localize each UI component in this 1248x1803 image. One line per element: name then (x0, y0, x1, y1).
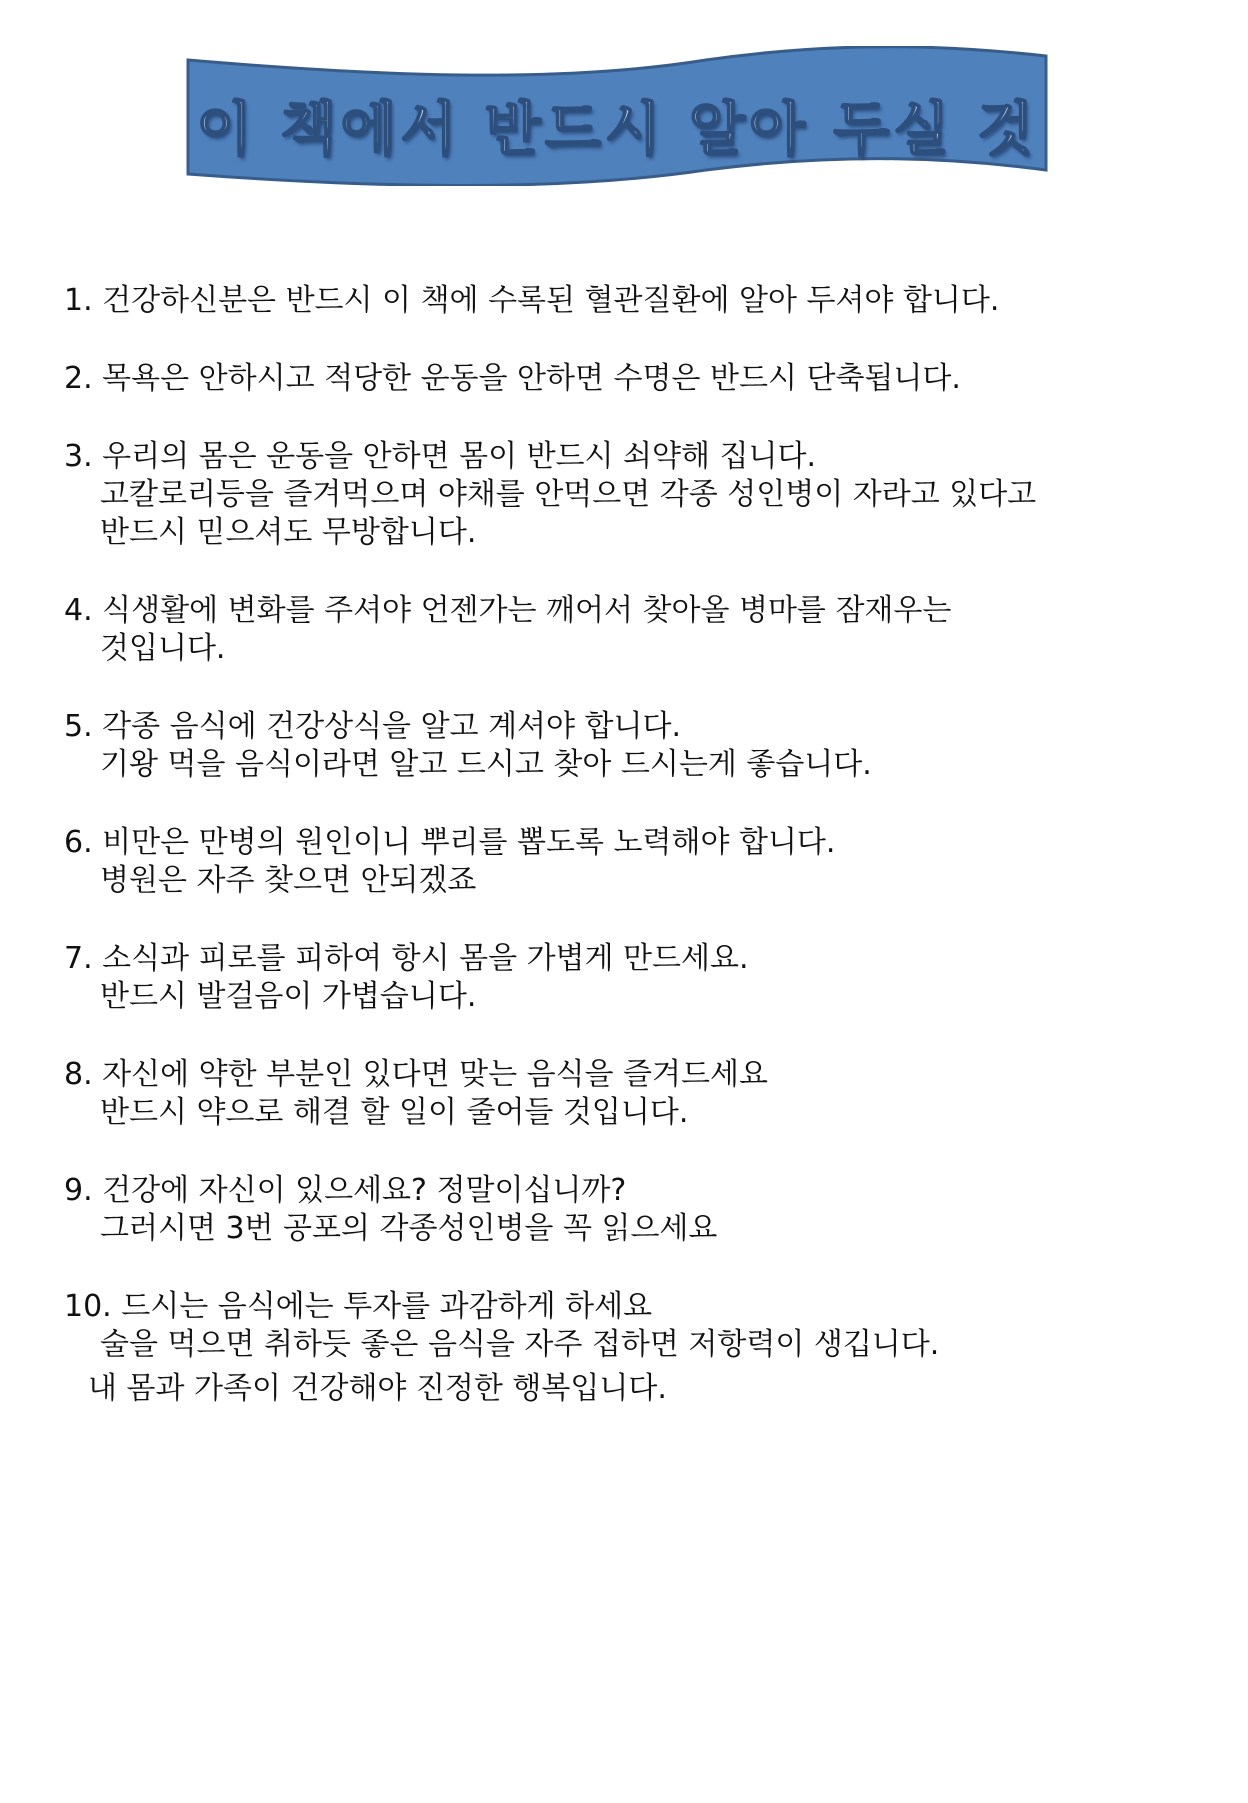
item-5-line-1: 5. 각종 음식에 건강상식을 알고 계셔야 합니다. (64, 709, 682, 744)
item-7-line-1: 7. 소식과 피로를 피하여 항시 몸을 가볍게 만드세요. (64, 941, 749, 976)
item-2-line-1: 2. 목욕은 안하시고 적당한 운동을 안하면 수명은 반드시 단축됩니다. (64, 361, 961, 396)
item-10-line-2: 술을 먹으면 취하듯 좋은 음식을 자주 접하면 저항력이 생깁니다. (100, 1327, 940, 1362)
item-3-line-1: 3. 우리의 몸은 운동을 안하면 몸이 반드시 쇠약해 집니다. (64, 439, 817, 474)
item-10-line-1: 10. 드시는 음식에는 투자를 과감하게 하세요 (64, 1289, 653, 1324)
list-item (64, 1056, 1184, 1132)
list-item (64, 824, 1184, 900)
item-8-line-2: 반드시 약으로 해결 할 일이 줄어들 것입니다. (100, 1095, 689, 1130)
list-item (64, 360, 1184, 398)
banner-title: 이 책에서 반드시 알아 두실 것 (196, 95, 1038, 163)
list-item (64, 708, 1184, 784)
list-item (64, 1172, 1184, 1248)
item-4-line-2: 것입니다. (100, 631, 226, 666)
list-item (64, 438, 1184, 552)
title-banner (186, 46, 1048, 186)
item-9-line-1: 9. 건강에 자신이 있으세요? 정말이십니까? (64, 1173, 627, 1208)
list-item (64, 282, 1184, 320)
item-3-line-3: 반드시 믿으셔도 무방합니다. (100, 515, 477, 550)
advice-list (64, 282, 1184, 1448)
item-5-line-2: 기왕 먹을 음식이라면 알고 드시고 찾아 드시는게 좋습니다. (100, 747, 872, 782)
list-item (64, 940, 1184, 1016)
list-item (64, 1288, 1184, 1408)
item-1-line-1: 1. 건강하신분은 반드시 이 책에 수록된 혈관질환에 알아 두셔야 합니다. (64, 283, 1000, 318)
item-8-line-1: 8. 자신에 약한 부분인 있다면 맞는 음식을 즐겨드세요 (64, 1057, 768, 1092)
list-item (64, 592, 1184, 668)
item-6-line-1: 6. 비만은 만병의 원인이니 뿌리를 뽑도록 노력해야 합니다. (64, 825, 836, 860)
item-6-line-2: 병원은 자주 찾으면 안되겠죠 (100, 863, 477, 898)
item-4-line-1: 4. 식생활에 변화를 주셔야 언젠가는 깨어서 찾아올 병마를 잠재우는 (64, 593, 952, 628)
item-3-line-2: 고칼로리등을 즐겨먹으며 야채를 안먹으면 각종 성인병이 자라고 있다고 (100, 477, 1037, 512)
item-9-line-2: 그러시면 3번 공포의 각종성인병을 꼭 읽으세요 (100, 1211, 718, 1246)
item-7-line-2: 반드시 발걸음이 가볍습니다. (100, 979, 477, 1014)
item-10-line-3: 내 몸과 가족이 건강해야 진정한 행복입니다. (88, 1371, 667, 1406)
